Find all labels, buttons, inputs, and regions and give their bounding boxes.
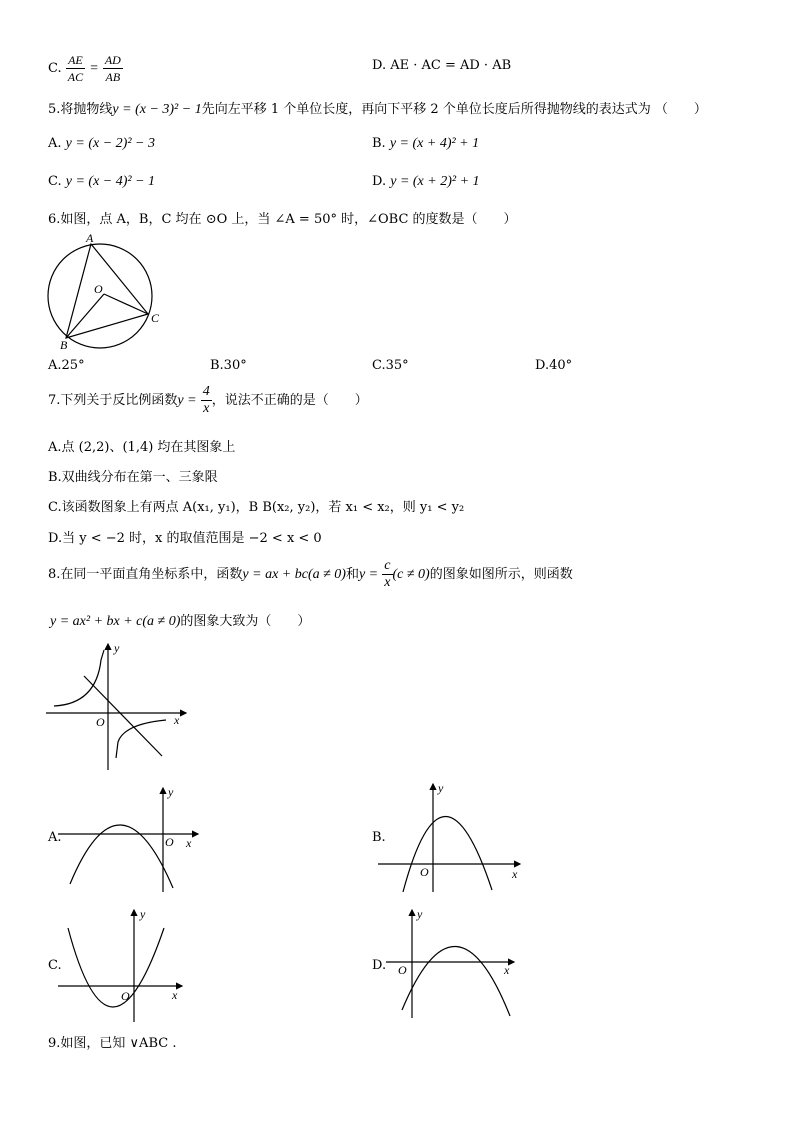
- q8-a-origin-label: O: [165, 835, 174, 849]
- q4-fraction-2-denominator: AB: [105, 70, 121, 84]
- q7-stem: [48, 384, 368, 417]
- q8-b-parabola: [403, 816, 492, 892]
- q7-stem-suffix: ，说法不正确的是（ ）: [211, 393, 368, 408]
- q5-option-d-formula: y = (x + 2)² + 1: [390, 174, 480, 189]
- q6-circle-figure: [44, 232, 164, 352]
- q8-option-d-graph: [386, 906, 526, 1018]
- q8-d-y-label: y: [417, 907, 423, 921]
- q7-option-c: C.该函数图象上有两点 A(x₁, y₁)，B B(x₂, y₂)，若 x₁ < x₂，则 y₁ < y₂: [48, 500, 465, 515]
- q7-option-b: B.双曲线分布在第一、三象限: [48, 470, 218, 485]
- q6-option-a: A.25°: [48, 358, 85, 373]
- q8-b-x-label: x: [512, 867, 518, 881]
- q4-option-c: [48, 52, 123, 85]
- q8-d-parabola: [402, 946, 510, 1016]
- q8-a-x-label: x: [186, 836, 192, 850]
- q6-circle: [48, 244, 152, 348]
- q6-stem: 6.如图，点 A，B，C 均在 ⊙O 上，当 ∠A = 50° 时，∠OBC 的度数是（ ）: [48, 212, 517, 227]
- q8-option-b-label: B.: [372, 830, 386, 845]
- q8-b-y-label: y: [438, 781, 444, 795]
- q8-option-b-graph: [378, 780, 528, 892]
- q8-b-origin-label: O: [420, 865, 429, 879]
- q8-fraction: [382, 558, 392, 591]
- q8-reference-graph: [46, 640, 196, 772]
- q7-option-d: D.当 y < −2 时，x 的取值范围是 −2 < x < 0: [48, 531, 322, 546]
- q4-option-c-label: C.: [48, 61, 62, 76]
- q5-option-a-label: A.: [48, 136, 62, 151]
- q4-fraction-1: [66, 52, 85, 85]
- q8-stem-and: 和: [345, 567, 359, 582]
- q8-ref-origin-label: O: [96, 715, 105, 729]
- q8-stem-suffix: 的图象如图所示，则函数: [429, 567, 573, 582]
- q8-ref-hyperbola-upper: [54, 650, 104, 706]
- q5-option-d-label: D.: [372, 174, 387, 189]
- q5-option-c-formula: y = (x − 4)² − 1: [65, 174, 156, 189]
- q8-option-c-label: C.: [48, 958, 62, 973]
- q7-stem-lhs: y =: [177, 393, 197, 408]
- q8-stem-line1: [48, 558, 573, 591]
- q6-segment-oc: [104, 294, 148, 314]
- q7-fraction-numerator: 4: [202, 384, 210, 399]
- q8-stem-function-2-lhs: y =: [358, 567, 379, 582]
- q7-stem-prefix: 7.下列关于反比例函数: [48, 393, 178, 408]
- q8-c-y-label: y: [140, 907, 146, 921]
- q5-option-a-formula: y = (x − 2)² − 3: [65, 136, 155, 151]
- q5-option-b-formula: y = (x + 4)² + 1: [389, 136, 480, 151]
- q8-a-y-label: y: [168, 785, 174, 799]
- q5-option-b: [372, 136, 479, 152]
- q8-option-a-label: A.: [48, 830, 62, 845]
- q7-option-a: A.点 (2,2)、(1,4) 均在其图象上: [48, 440, 236, 455]
- q8-ref-x-label: x: [174, 713, 180, 727]
- q6-option-c: C.35°: [372, 358, 409, 373]
- q5-option-a: [48, 136, 155, 152]
- q5-option-c-label: C.: [48, 174, 62, 189]
- q5-stem-formula: y = (x − 3)² − 1: [112, 102, 202, 117]
- q8-fraction-numerator: c: [384, 558, 391, 573]
- q8-d-x-label: x: [504, 963, 510, 977]
- q5-option-c: [48, 174, 155, 190]
- q8-stem-line2: [50, 610, 310, 630]
- q4-equals: =: [89, 61, 99, 76]
- q4-fraction-2: [103, 52, 123, 85]
- q5-option-d: [372, 174, 480, 190]
- q6-label-b: B: [60, 338, 68, 352]
- q8-option-c-graph: [58, 906, 188, 1024]
- q6-label-o: O: [94, 282, 103, 296]
- q8-option-d-label: D.: [372, 958, 387, 973]
- q8-c-origin-label: O: [121, 989, 130, 1003]
- q8-ref-y-label: y: [114, 641, 120, 655]
- q5-option-b-label: B.: [372, 136, 386, 151]
- q5-stem-prefix: 5.将抛物线: [48, 102, 113, 117]
- q8-c-x-label: x: [172, 988, 178, 1002]
- q4-fraction-1-denominator: AC: [67, 70, 84, 84]
- q9-stem: 9.如图，已知 ∨ABC .: [48, 1036, 177, 1051]
- q8-d-origin-label: O: [398, 963, 407, 977]
- q4-fraction-1-numerator: AE: [66, 52, 85, 69]
- q8-c-parabola: [68, 928, 164, 1007]
- q6-label-a: A: [86, 231, 94, 245]
- q8-stem-line2-suffix: 的图象大致为（ ）: [180, 614, 311, 629]
- q6-option-d: D.40°: [535, 358, 573, 373]
- q8-stem-quadratic: y = ax² + bx + c(a ≠ 0): [50, 614, 181, 629]
- q8-stem-function-1: y = ax + bc(a ≠ 0): [242, 567, 346, 582]
- q8-stem-prefix: 8.在同一平面直角坐标系中，函数: [48, 567, 243, 582]
- q6-option-b: B.30°: [210, 358, 247, 373]
- q8-fraction-denominator: x: [384, 575, 391, 590]
- q4-fraction-2-numerator: AD: [104, 53, 121, 67]
- q4-option-d: D. AE · AC = AD · AB: [372, 58, 512, 73]
- q5-stem: [48, 98, 707, 118]
- q6-label-c: C: [151, 311, 160, 325]
- q5-stem-suffix: 先向左平移 1 个单位长度，再向下平移 2 个单位长度后所得抛物线的表达式为 （ ）: [201, 102, 707, 117]
- q7-fraction: [201, 384, 212, 417]
- q8-option-a-graph: [58, 784, 208, 894]
- q8-stem-function-2-rhs: (c ≠ 0): [392, 567, 430, 582]
- q7-fraction-denominator: x: [203, 401, 210, 416]
